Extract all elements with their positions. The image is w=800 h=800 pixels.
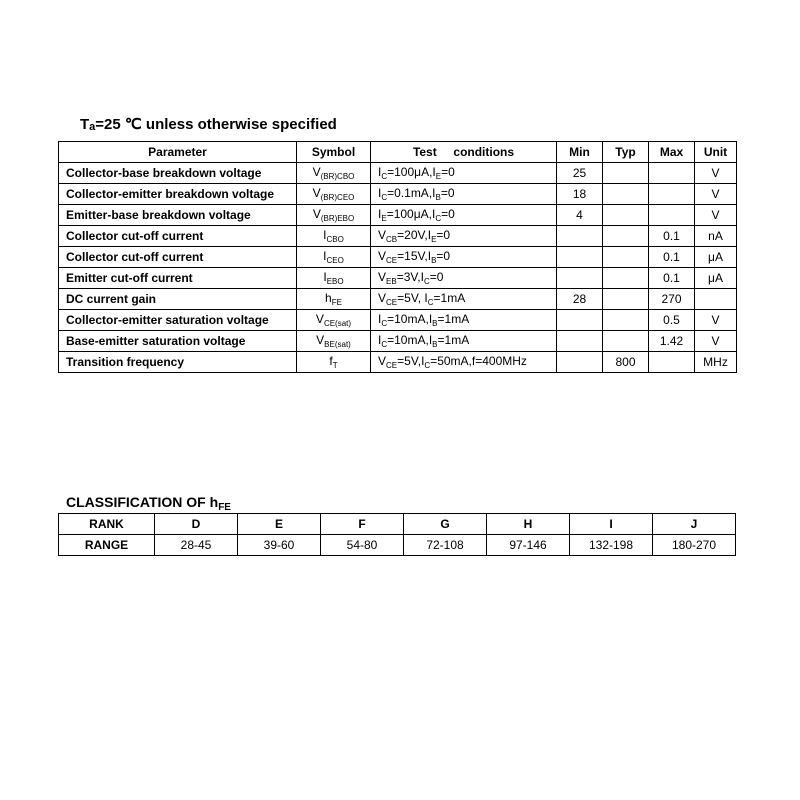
unit-cell: μA: [695, 268, 737, 289]
column-header-typ: Typ: [603, 142, 649, 163]
table-row: [59, 205, 737, 226]
rank-row: [59, 514, 736, 535]
column-header-test-conditions: Test conditions: [371, 142, 557, 163]
typ-cell: [603, 268, 649, 289]
rank-cell: H: [487, 514, 570, 535]
test-conditions-cell: $V_{CE}=5V,I_C=50mA,f=400MHz$: [371, 352, 557, 373]
max-cell: [649, 205, 695, 226]
rank-cell: J: [653, 514, 736, 535]
symbol-cell: $I_{CBO}$: [297, 226, 371, 247]
symbol-cell: $V_{CE(sat)}$: [297, 310, 371, 331]
typ-cell: [603, 226, 649, 247]
max-cell: 270: [649, 289, 695, 310]
unit-cell: V: [695, 205, 737, 226]
parameter-cell: Emitter-base breakdown voltage: [59, 205, 297, 226]
range-cell: 132-198: [570, 535, 653, 556]
column-header-unit: Unit: [695, 142, 737, 163]
min-cell: [557, 331, 603, 352]
range-cell: 54-80: [321, 535, 404, 556]
table-row: [59, 226, 737, 247]
max-cell: 0.1: [649, 226, 695, 247]
min-cell: [557, 310, 603, 331]
table-row: [59, 331, 737, 352]
parameter-cell: Collector-emitter breakdown voltage: [59, 184, 297, 205]
column-header-max: Max: [649, 142, 695, 163]
max-cell: 0.5: [649, 310, 695, 331]
typ-cell: [603, 289, 649, 310]
max-cell: 0.1: [649, 268, 695, 289]
table-row: [59, 310, 737, 331]
parameter-cell: Collector cut-off current: [59, 226, 297, 247]
symbol-cell: $V_{(BR)EBO}$: [297, 205, 371, 226]
typ-cell: [603, 205, 649, 226]
unit-cell: V: [695, 331, 737, 352]
test-conditions-cell: $V_{CE}=5V$, $I_C=1mA$: [371, 289, 557, 310]
min-cell: [557, 247, 603, 268]
parameter-cell: Collector cut-off current: [59, 247, 297, 268]
min-cell: [557, 226, 603, 247]
unit-cell: nA: [695, 226, 737, 247]
max-cell: 0.1: [649, 247, 695, 268]
min-cell: [557, 352, 603, 373]
rank-cell: G: [404, 514, 487, 535]
range-row: [59, 535, 736, 556]
unit-cell: [695, 289, 737, 310]
range-cell: 97-146: [487, 535, 570, 556]
max-cell: [649, 163, 695, 184]
table-row: [59, 163, 737, 184]
min-cell: [557, 268, 603, 289]
unit-cell: V: [695, 163, 737, 184]
table-row: [59, 268, 737, 289]
table-row: [59, 289, 737, 310]
range-cell: 72-108: [404, 535, 487, 556]
parameter-cell: Transition frequency: [59, 352, 297, 373]
table-row: [59, 184, 737, 205]
unit-cell: V: [695, 310, 737, 331]
test-conditions-cell: $V_{CE}=15V,I_B=0$: [371, 247, 557, 268]
range-cell: 28-45: [155, 535, 238, 556]
test-conditions-cell: $I_E=100\mu A,I_C=0$: [371, 205, 557, 226]
min-cell: 25: [557, 163, 603, 184]
parameter-cell: Collector-base breakdown voltage: [59, 163, 297, 184]
range-cell: 180-270: [653, 535, 736, 556]
conditions-title: $T_a=25$ ℃ unless otherwise specified: [80, 116, 337, 133]
symbol-cell: $V_{BE(sat)}$: [297, 331, 371, 352]
rank-cell: F: [321, 514, 404, 535]
column-header-parameter: Parameter: [59, 142, 297, 163]
symbol-cell: $h_{FE}$: [297, 289, 371, 310]
typ-cell: 800: [603, 352, 649, 373]
typ-cell: [603, 163, 649, 184]
parameter-cell: Emitter cut-off current: [59, 268, 297, 289]
rank-cell: E: [238, 514, 321, 535]
symbol-cell: $V_{(BR)CBO}$: [297, 163, 371, 184]
rank-label: RANK: [59, 514, 155, 535]
rank-cell: I: [570, 514, 653, 535]
symbol-cell: $I_{CEO}$: [297, 247, 371, 268]
min-cell: 28: [557, 289, 603, 310]
min-cell: 4: [557, 205, 603, 226]
parameter-cell: DC current gain: [59, 289, 297, 310]
test-conditions-cell: $I_C=0.1mA,I_B=0$: [371, 184, 557, 205]
symbol-cell: $V_{(BR)CEO}$: [297, 184, 371, 205]
rank-cell: D: [155, 514, 238, 535]
typ-cell: [603, 247, 649, 268]
parameter-cell: Base-emitter saturation voltage: [59, 331, 297, 352]
column-header-symbol: Symbol: [297, 142, 371, 163]
typ-cell: [603, 310, 649, 331]
classification-title: CLASSIFICATION OF $h_{FE}$: [66, 494, 231, 513]
max-cell: [649, 352, 695, 373]
range-label: RANGE: [59, 535, 155, 556]
table-header-row: [59, 142, 737, 163]
table-row: [59, 352, 737, 373]
classification-table: [58, 513, 736, 556]
parameter-cell: Collector-emitter saturation voltage: [59, 310, 297, 331]
test-conditions-cell: $I_C=10mA,I_B=1mA$: [371, 310, 557, 331]
max-cell: 1.42: [649, 331, 695, 352]
min-cell: 18: [557, 184, 603, 205]
range-cell: 39-60: [238, 535, 321, 556]
test-conditions-cell: $I_C=100\mu A,I_E=0$: [371, 163, 557, 184]
test-conditions-cell: $I_C=10mA,I_B=1mA$: [371, 331, 557, 352]
unit-cell: MHz: [695, 352, 737, 373]
max-cell: [649, 184, 695, 205]
typ-cell: [603, 184, 649, 205]
symbol-cell: $f_T$: [297, 352, 371, 373]
unit-cell: V: [695, 184, 737, 205]
test-conditions-cell: $V_{EB}=3V,I_C=0$: [371, 268, 557, 289]
electrical-characteristics-table: [58, 141, 737, 373]
symbol-cell: $I_{EBO}$: [297, 268, 371, 289]
unit-cell: μA: [695, 247, 737, 268]
typ-cell: [603, 331, 649, 352]
column-header-min: Min: [557, 142, 603, 163]
table-row: [59, 247, 737, 268]
test-conditions-cell: $V_{CB}=20V,I_E=0$: [371, 226, 557, 247]
